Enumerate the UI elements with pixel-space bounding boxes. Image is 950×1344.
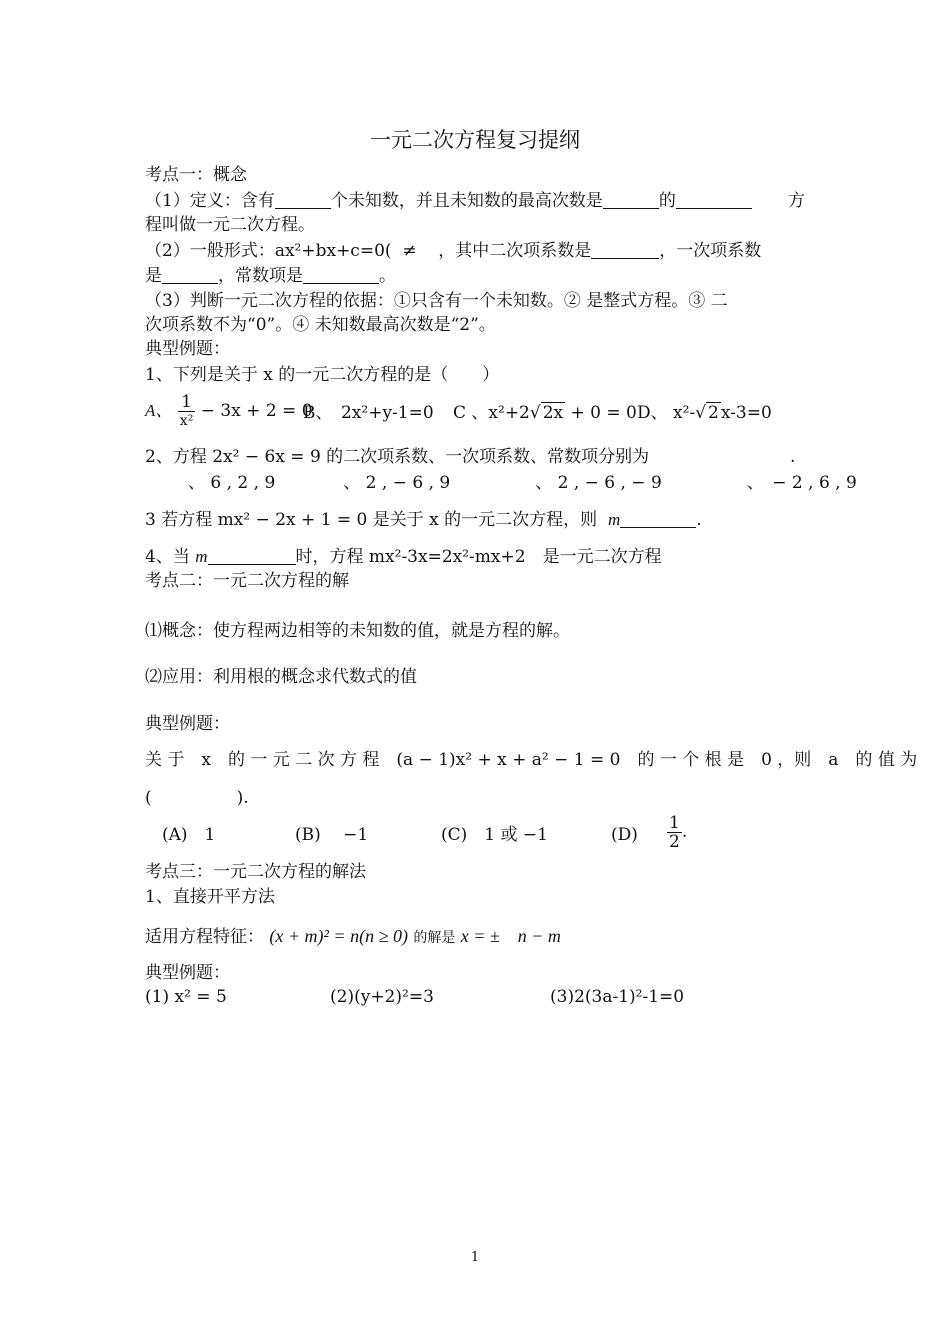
question-2-options: 、 6 , 2 , 9 、 2 , − 6 , 9 、 2 , − 6 , − 9 、 − 2 , 6 , 9 <box>188 473 857 493</box>
root-option-a: (A) 1 <box>162 825 216 845</box>
solution-concept: ⑴概念：使方程两边相等的未知数的值，就是方程的解。 <box>145 621 570 641</box>
method-feature-text: 的解是 <box>413 930 456 946</box>
general-form-text-b: ，其中二次项系数是 <box>438 241 592 261</box>
question-4-variable: m <box>195 547 208 566</box>
option-c-radicand: 2x <box>542 403 564 423</box>
section-3-heading: 考点三：一元二次方程的解法 <box>145 862 366 882</box>
general-form-text-d: 是 <box>145 266 162 286</box>
root-question-answer-paren: ( ). <box>145 788 249 808</box>
option-a-numerator: 1 <box>181 392 192 412</box>
option-a-denominator: x² <box>179 413 194 429</box>
question-4-text-b: 时，方程 mx²-3x=2x²-mx+2 是一元二次方程 <box>295 547 662 567</box>
option-d: D、 x²-√ 2 x-3=0 <box>637 403 772 423</box>
blank-linear-coefficient[interactable] <box>162 265 218 284</box>
root-option-c: (C) 1 或 −1 <box>441 825 548 845</box>
definition-text-c: 的 <box>658 191 676 211</box>
example-heading-1: 典型例题： <box>145 339 230 359</box>
not-equal-sign: ≠ <box>402 241 417 261</box>
method-feature-label: 适用方程特征： <box>145 927 264 947</box>
example-heading-3: 典型例题： <box>145 963 230 983</box>
general-form-line-2 <box>145 265 396 287</box>
example-heading-2: 典型例题： <box>145 714 230 734</box>
page-number: 1 <box>470 1250 480 1265</box>
method-feature <box>145 925 561 949</box>
root-option-d-denominator: 2 <box>669 832 680 852</box>
definition-line <box>145 190 752 212</box>
option-d-radicand: 2 <box>708 403 719 423</box>
definition-text-b: 个未知数，并且未知数的最高次数是 <box>330 191 603 211</box>
definition-text-d: 方 <box>788 191 805 211</box>
root-question: 关 于 x 的 一 元 二 次 方 程 (a − 1)x² + x + a² − 1 = 0 的 一 个 根 是 0 ，则 a 的 值 为 <box>145 750 918 770</box>
question-4 <box>145 546 662 568</box>
definition-text-a: （1）定义：含有 <box>145 191 275 211</box>
blank-question-4[interactable] <box>208 546 296 565</box>
exercise-2: (2)(y+2)²=3 <box>330 987 434 1007</box>
blank-question-3[interactable] <box>620 509 696 528</box>
option-c-text-a: C 、x²+2 <box>453 403 530 423</box>
root-option-d-value <box>667 814 687 851</box>
root-option-d-numerator: 1 <box>669 813 680 833</box>
question-2-period: . <box>790 447 796 467</box>
blank-constant-term[interactable] <box>303 265 379 284</box>
question-3-end: . <box>696 510 702 530</box>
blank-quadratic-coefficient[interactable] <box>591 240 659 259</box>
method-feature-equation: (x + m)² = n(n ≥ 0) <box>269 926 408 946</box>
question-2: 2、方程 2x² − 6x = 9 的二次项系数、一次项系数、常数项分别为 <box>145 447 650 467</box>
option-b: B、 2x²+y-1=0 <box>303 403 434 423</box>
question-1-options <box>145 393 313 430</box>
option-a-label: A、 <box>145 401 173 420</box>
question-1: 1、下列是关于 x 的一元二次方程的是（ ） <box>145 365 500 385</box>
root-option-b: (B) −1 <box>295 825 369 845</box>
general-form-text-e: ，常数项是 <box>218 266 303 286</box>
option-d-text-a: D、 x²- <box>637 403 696 423</box>
question-3 <box>145 509 702 531</box>
basis-line-1: （3）判断一元二次方程的依据：①只含有一个未知数。② 是整式方程。③ 二 <box>145 291 728 311</box>
option-a-rest: − 3x + 2 = 0 <box>200 401 313 421</box>
basis-line-2: 次项系数不为“0”。④ 未知数最高次数是“2”。 <box>145 315 496 335</box>
root-option-d-fraction <box>667 814 682 851</box>
option-c-text-b: + 0 = 0 <box>570 403 637 423</box>
question-4-text-a: 4、当 <box>145 547 190 567</box>
option-d-text-b: x-3=0 <box>720 403 772 423</box>
general-form-text-a: （2）一般形式：ax²+bx+c=0( <box>145 241 392 261</box>
page-title: 一元二次方程复习提纲 <box>370 128 580 152</box>
general-form-text-f: 。 <box>379 266 396 286</box>
option-c: C 、x²+2√ 2x + 0 = 0 <box>453 403 637 423</box>
method-feature-solution: x = ± n − m <box>460 926 561 946</box>
general-form-line <box>145 240 761 262</box>
root-option-d: (D) <box>611 825 638 845</box>
section-2-heading: 考点二：一元二次方程的解 <box>145 571 349 591</box>
section-1-heading: 考点一：概念 <box>145 165 247 185</box>
question-3-text: 3 若方程 mx² − 2x + 1 = 0 是关于 x 的一元二次方程，则 <box>145 510 598 530</box>
general-form-text-c: ，一次项系数 <box>659 241 762 261</box>
blank-equation-type[interactable] <box>676 190 752 209</box>
blank-highest-degree[interactable] <box>603 190 659 209</box>
solution-application: ⑵应用：利用根的概念求代数式的值 <box>145 667 417 687</box>
definition-text-e: 程叫做一元二次方程。 <box>145 215 315 235</box>
exercise-1: (1) x² = 5 <box>145 987 227 1007</box>
method-direct-root: 1、直接开平方法 <box>145 887 275 907</box>
root-option-d-end: . <box>681 822 688 842</box>
exercise-3: (3)2(3a-1)²-1=0 <box>550 987 685 1007</box>
question-3-variable: m <box>607 510 621 529</box>
option-a-fraction <box>178 393 196 430</box>
blank-unknown-count[interactable] <box>275 190 331 209</box>
